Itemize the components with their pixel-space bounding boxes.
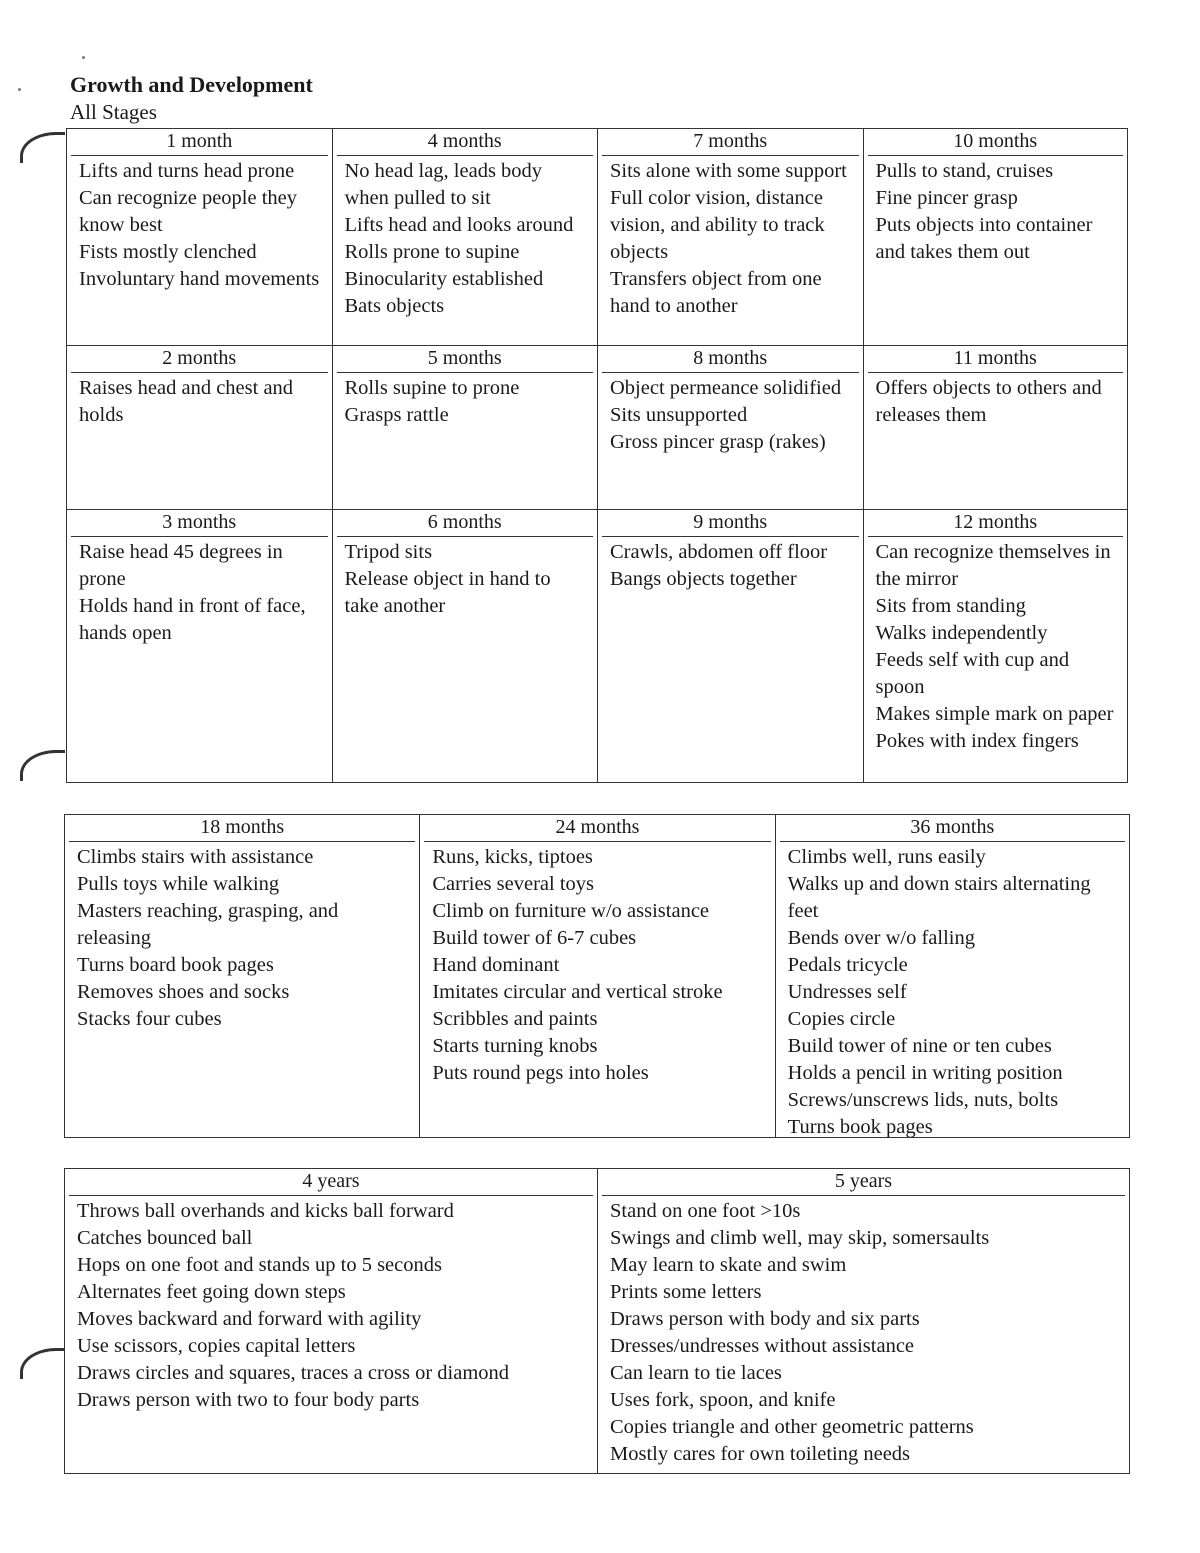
milestone-list	[67, 373, 332, 429]
age-header: 11 months	[868, 346, 1124, 373]
page-subtitle: All Stages	[70, 100, 157, 124]
milestone-item: Build tower of nine or ten cubes	[787, 1035, 1052, 1057]
milestone-item: Pedals tricycle	[787, 954, 908, 976]
milestone-item: Rolls supine to prone	[344, 377, 520, 399]
milestone-item: Climbs well, runs easily	[787, 846, 986, 868]
milestone-item: Swings and climb well, may skip, somersaults	[610, 1227, 990, 1249]
binder-hole-mark	[20, 750, 65, 781]
age-header: 1 month	[71, 129, 328, 156]
milestone-cell	[66, 128, 332, 346]
milestone-cell	[66, 346, 332, 510]
milestone-item: Involuntary hand movements	[79, 268, 320, 290]
milestone-list	[420, 842, 774, 1087]
infant-milestone-table	[66, 128, 1128, 783]
milestone-item: Starts turning knobs	[432, 1035, 598, 1057]
age-header: 10 months	[868, 129, 1124, 156]
milestone-item: Use scissors, copies capital letters	[77, 1335, 356, 1357]
milestone-item: Can recognize themselves in the mirror	[875, 541, 1111, 590]
age-header: 7 months	[602, 129, 859, 156]
milestone-item: Alternates feet going down steps	[77, 1281, 346, 1303]
milestone-list	[776, 842, 1129, 1138]
milestone-list	[67, 537, 332, 647]
scan-speck	[82, 56, 85, 59]
milestone-item: Stand on one foot >10s	[610, 1200, 801, 1222]
age-header: 6 months	[337, 510, 594, 537]
milestone-item: Full color vision, distance vision, and ability to track objects	[610, 187, 825, 263]
age-header: 24 months	[424, 815, 770, 842]
milestone-item: Climb on furniture w/o assistance	[432, 900, 710, 922]
milestone-item: Hops on one foot and stands up to 5 seconds	[77, 1254, 442, 1276]
milestone-cell	[597, 346, 863, 510]
milestone-item: May learn to skate and swim	[610, 1254, 847, 1276]
milestone-item: Sits unsupported	[610, 404, 748, 426]
milestone-item: Sits alone with some support	[610, 160, 847, 182]
milestone-item: Tripod sits	[344, 541, 433, 563]
milestone-item: Undresses self	[787, 981, 907, 1003]
milestone-item: Pokes with index fingers	[875, 730, 1079, 752]
age-header: 9 months	[602, 510, 859, 537]
milestone-list	[598, 156, 863, 320]
milestone-item: Bends over w/o falling	[787, 927, 975, 949]
milestone-cell	[597, 510, 863, 783]
milestone-item: No head lag, leads body when pulled to sit	[344, 160, 543, 209]
milestone-item: Transfers object from one hand to another	[610, 268, 822, 317]
milestone-item: Bangs objects together	[610, 568, 797, 590]
milestone-item: Gross pincer grasp (rakes)	[610, 431, 826, 453]
milestone-item: Makes simple mark on paper	[875, 703, 1114, 725]
milestone-cell	[597, 1168, 1130, 1474]
milestone-item: Sits from standing	[875, 595, 1026, 617]
age-header: 4 years	[69, 1169, 593, 1196]
milestone-item: Draws circles and squares, traces a cross or diamond	[77, 1362, 510, 1384]
milestone-cell	[863, 346, 1129, 510]
milestone-item: Fists mostly clenched	[79, 241, 257, 263]
milestone-item: Imitates circular and vertical stroke	[432, 981, 723, 1003]
milestone-item: Grasps rattle	[344, 404, 449, 426]
milestone-item: Puts objects into container and takes them out	[875, 214, 1093, 263]
milestone-cell	[332, 346, 598, 510]
milestone-item: Lifts head and looks around	[344, 214, 574, 236]
milestone-item: Masters reaching, grasping, and releasing	[77, 900, 339, 949]
milestone-item: Object permeance solidified	[610, 377, 842, 399]
milestone-cell	[66, 510, 332, 783]
milestone-item: Scribbles and paints	[432, 1008, 598, 1030]
age-header: 36 months	[780, 815, 1125, 842]
milestone-item: Pulls to stand, cruises	[875, 160, 1054, 182]
age-header: 5 months	[337, 346, 594, 373]
milestone-item: Carries several toys	[432, 873, 594, 895]
page-title: Growth and Development	[70, 72, 313, 97]
milestone-item: Offers objects to others and releases them	[875, 377, 1102, 426]
age-header: 5 years	[602, 1169, 1125, 1196]
milestone-item: Raises head and chest and holds	[79, 377, 294, 426]
milestone-item: Fine pincer grasp	[875, 187, 1018, 209]
milestone-list	[864, 156, 1128, 266]
scan-speck	[18, 88, 21, 91]
milestone-cell	[64, 1168, 597, 1474]
milestone-item: Prints some letters	[610, 1281, 762, 1303]
milestone-cell	[863, 510, 1129, 783]
age-header: 12 months	[868, 510, 1124, 537]
milestone-item: Crawls, abdomen off floor	[610, 541, 828, 563]
milestone-item: Copies circle	[787, 1008, 896, 1030]
milestone-item: Mostly cares for own toileting needs	[610, 1443, 911, 1465]
milestone-item: Moves backward and forward with agility	[77, 1308, 422, 1330]
milestone-list	[333, 156, 598, 320]
age-header: 8 months	[602, 346, 859, 373]
age-header: 18 months	[69, 815, 415, 842]
milestone-item: Copies triangle and other geometric patterns	[610, 1416, 974, 1438]
milestone-item: Pulls toys while walking	[77, 873, 280, 895]
milestone-list	[598, 373, 863, 456]
milestone-item: Throws ball overhands and kicks ball forward	[77, 1200, 454, 1222]
milestone-item: Lifts and turns head prone	[79, 160, 295, 182]
milestone-item: Climbs stairs with assistance	[77, 846, 314, 868]
milestone-list	[598, 1196, 1129, 1468]
milestone-item: Screws/unscrews lids, nuts, bolts	[787, 1089, 1059, 1111]
milestone-item: Draws person with body and six parts	[610, 1308, 920, 1330]
milestone-item: Draws person with two to four body parts	[77, 1389, 420, 1411]
milestone-item: Holds a pencil in writing position	[787, 1062, 1063, 1084]
age-header: 3 months	[71, 510, 328, 537]
milestone-item: Walks independently	[875, 622, 1048, 644]
milestone-item: Hand dominant	[432, 954, 560, 976]
milestone-item: Dresses/undresses without assistance	[610, 1335, 915, 1357]
milestone-item: Walks up and down stairs alternating feet	[787, 873, 1091, 922]
milestone-cell	[332, 510, 598, 783]
milestone-list	[65, 842, 419, 1033]
milestone-item: Turns board book pages	[77, 954, 274, 976]
milestone-item: Bats objects	[344, 295, 445, 317]
milestone-list	[598, 537, 863, 593]
milestone-item: Build tower of 6-7 cubes	[432, 927, 637, 949]
milestone-item: Can recognize people they know best	[79, 187, 298, 236]
milestone-cell	[419, 814, 774, 1138]
milestone-item: Binocularity established	[344, 268, 544, 290]
binder-hole-mark	[20, 1348, 65, 1379]
milestone-item: Rolls prone to supine	[344, 241, 520, 263]
milestone-cell	[775, 814, 1130, 1138]
milestone-cell	[863, 128, 1129, 346]
milestone-item: Raise head 45 degrees in prone	[79, 541, 283, 590]
binder-hole-mark	[20, 132, 65, 163]
toddler-milestone-table	[64, 814, 1130, 1138]
milestone-list	[864, 537, 1128, 755]
milestone-item: Uses fork, spoon, and knife	[610, 1389, 836, 1411]
milestone-item: Feeds self with cup and spoon	[875, 649, 1070, 698]
milestone-item: Holds hand in front of face, hands open	[79, 595, 306, 644]
milestone-item: Stacks four cubes	[77, 1008, 222, 1030]
milestone-item: Can learn to tie laces	[610, 1362, 782, 1384]
milestone-item: Puts round pegs into holes	[432, 1062, 649, 1084]
milestone-list	[67, 156, 332, 293]
milestone-item: Release object in hand to take another	[344, 568, 551, 617]
age-header: 4 months	[337, 129, 594, 156]
milestone-list	[864, 373, 1128, 429]
milestone-item: Turns book pages	[787, 1116, 933, 1138]
preschool-milestone-table	[64, 1168, 1130, 1474]
milestone-list	[333, 537, 598, 620]
age-header: 2 months	[71, 346, 328, 373]
milestone-item: Removes shoes and socks	[77, 981, 290, 1003]
milestone-cell	[332, 128, 598, 346]
milestone-item: Catches bounced ball	[77, 1227, 253, 1249]
milestone-cell	[597, 128, 863, 346]
milestone-list	[333, 373, 598, 429]
milestone-cell	[64, 814, 419, 1138]
milestone-item: Runs, kicks, tiptoes	[432, 846, 593, 868]
milestone-list	[65, 1196, 597, 1414]
